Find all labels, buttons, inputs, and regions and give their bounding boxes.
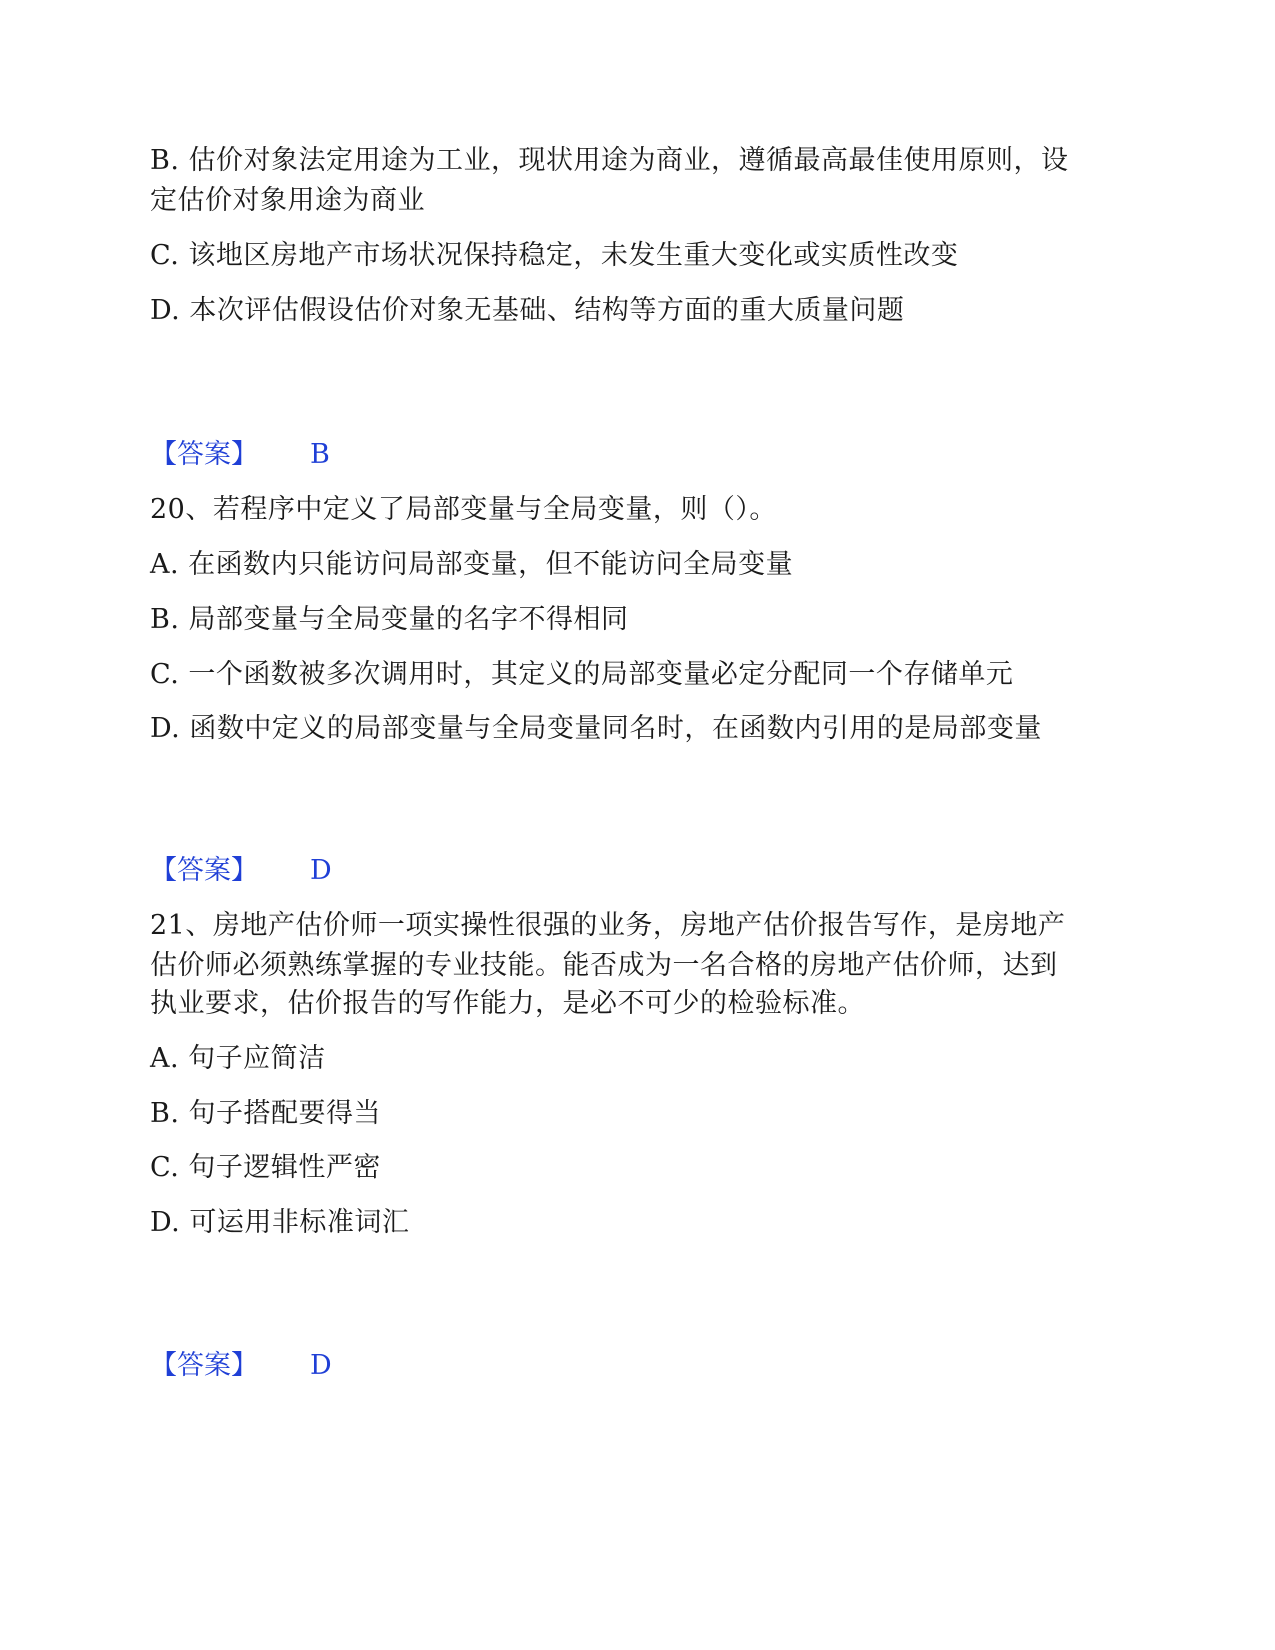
q21-answer <box>150 1346 332 1386</box>
answer-label: 【答案】 <box>150 1350 258 1381</box>
answer-value: B <box>310 439 330 470</box>
answer-value: D <box>310 1350 332 1381</box>
q20-answer <box>150 851 332 891</box>
q19-option-b-line1: B. 估价对象法定用途为工业，现状用途为商业，遵循最高最佳使用原则，设 <box>150 145 1069 176</box>
q20-option-c: C. 一个函数被多次调用时，其定义的局部变量必定分配同一个存储单元 <box>150 659 1014 690</box>
q21-stem-line3: 执业要求，估价报告的写作能力，是必不可少的检验标准。 <box>150 988 865 1019</box>
q20-stem: 20、若程序中定义了局部变量与全局变量，则（）。 <box>150 494 777 525</box>
q21-option-c: C. 句子逻辑性严密 <box>150 1152 381 1183</box>
answer-label: 【答案】 <box>150 855 258 886</box>
q20-option-a: A. 在函数内只能访问局部变量，但不能访问全局变量 <box>150 549 794 580</box>
q21-stem-line2: 估价师必须熟练掌握的专业技能。能否成为一名合格的房地产估价师，达到 <box>150 950 1058 981</box>
q20-option-d: D. 函数中定义的局部变量与全局变量同名时，在函数内引用的是局部变量 <box>150 713 1042 744</box>
q19-option-d: D. 本次评估假设估价对象无基础、结构等方面的重大质量问题 <box>150 295 905 326</box>
q21-option-d: D. 可运用非标准词汇 <box>150 1207 410 1238</box>
q19-option-c: C. 该地区房地产市场状况保持稳定，未发生重大变化或实质性改变 <box>150 240 959 271</box>
q19-answer <box>150 435 330 475</box>
answer-label: 【答案】 <box>150 439 258 470</box>
q19-option-b-line2: 定估价对象用途为商业 <box>150 185 425 216</box>
q21-option-a: A. 句子应简洁 <box>150 1043 326 1074</box>
q21-stem-line1: 21、房地产估价师一项实操性很强的业务，房地产估价报告写作，是房地产 <box>150 910 1066 941</box>
q20-option-b: B. 局部变量与全局变量的名字不得相同 <box>150 604 629 635</box>
answer-value: D <box>310 855 332 886</box>
q21-option-b: B. 句子搭配要得当 <box>150 1098 382 1129</box>
